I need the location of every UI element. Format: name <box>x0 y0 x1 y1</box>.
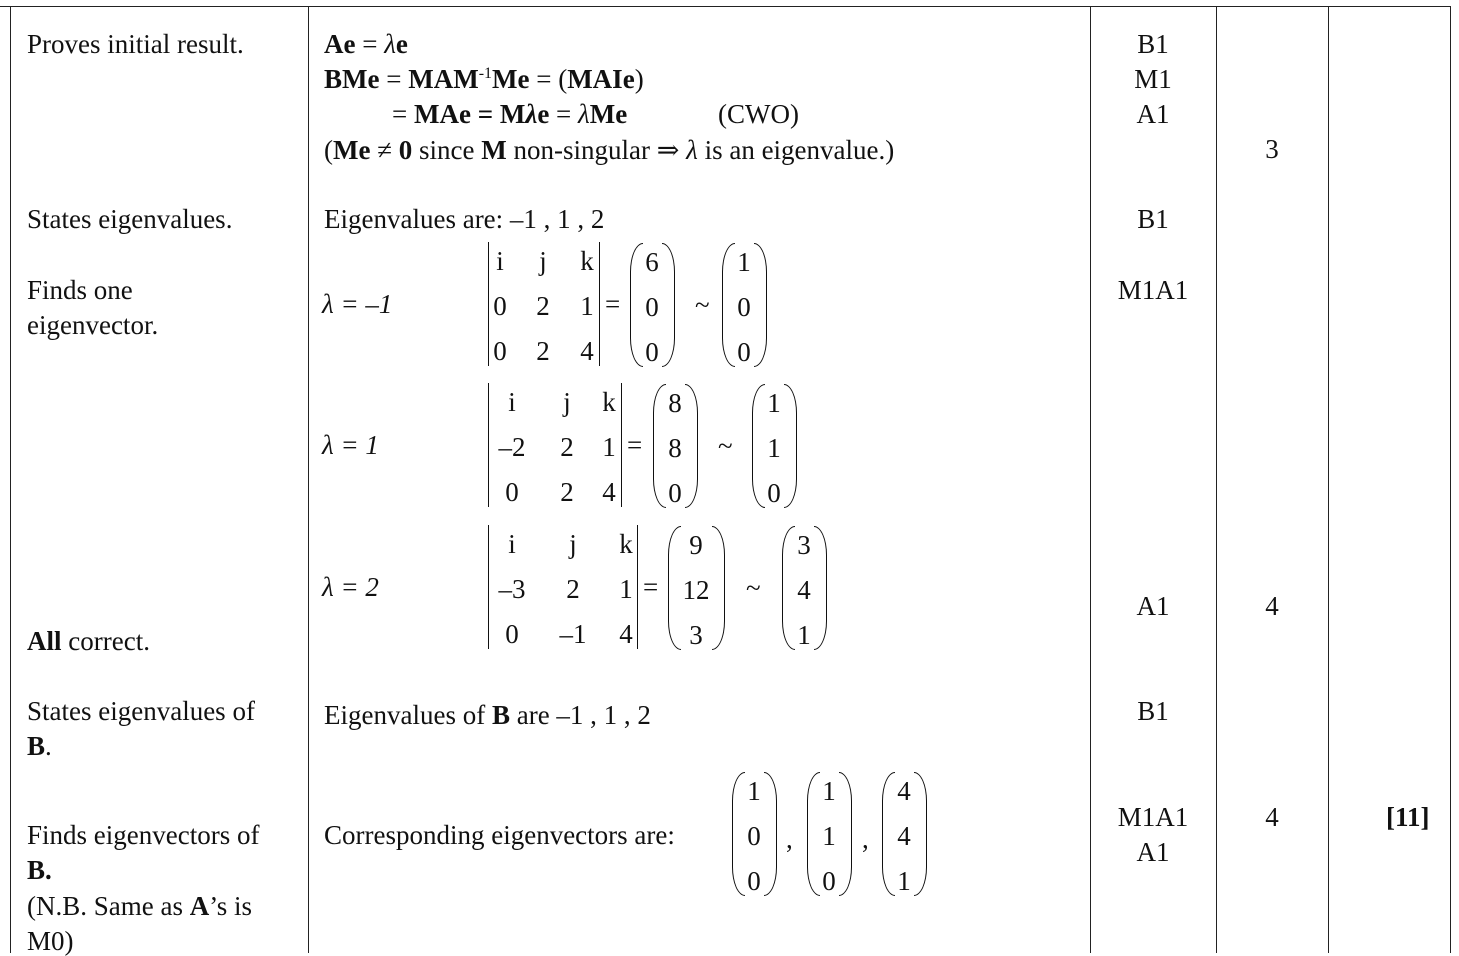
vector-entry: 1 <box>747 776 761 806</box>
math-bold: MAIe <box>567 64 635 94</box>
math-bold: Me <box>492 64 530 94</box>
desc-b2: B. <box>27 855 52 885</box>
math-lambda: λ <box>578 99 590 129</box>
math-bold: M <box>481 135 507 165</box>
mark-m1a1: M1A1 <box>1117 275 1189 305</box>
vector-entry: 3 <box>797 530 811 560</box>
vector-entry: 4 <box>897 776 911 806</box>
matrix-entry: –1 <box>559 619 587 649</box>
matrix-entry: –2 <box>498 432 526 462</box>
vector-entry: 1 <box>797 620 811 650</box>
desc-b-dot: . <box>45 731 52 761</box>
desc-finds-one: Finds one <box>27 275 133 305</box>
vector-entry: 1 <box>767 433 781 463</box>
math-lambda: λ <box>686 135 698 165</box>
tilde-sign: ~ <box>746 573 761 603</box>
vector-entry: 1 <box>822 821 836 851</box>
math-bold: Me <box>333 135 371 165</box>
vector-entry: 1 <box>767 388 781 418</box>
comma: , <box>786 824 793 854</box>
vector-entry: 0 <box>645 337 659 367</box>
vector-entry: 3 <box>689 620 703 650</box>
vector-entry: 0 <box>668 478 682 508</box>
equals-sign: = <box>605 289 621 319</box>
math-bold: e <box>395 29 408 59</box>
total-4: 4 <box>1265 802 1279 832</box>
line-ae <box>324 31 408 58</box>
matrix-entry: k <box>602 387 616 417</box>
vector-entry: 1 <box>897 866 911 896</box>
matrix-entry: i <box>508 529 516 559</box>
vector-entry: 0 <box>645 292 659 322</box>
vector-entry: 4 <box>897 821 911 851</box>
vector-entry: 0 <box>767 478 781 508</box>
math-bold: MAe = M <box>413 99 526 129</box>
matrix-entry: i <box>508 387 516 417</box>
vector-entry: 0 <box>737 337 751 367</box>
vector-entry: 0 <box>747 821 761 851</box>
math-text: are –1 , 1 , 2 <box>509 700 651 730</box>
math-lambda: λ <box>525 99 538 129</box>
math-bold: B <box>491 700 510 730</box>
math-text: ( <box>324 135 333 165</box>
matrix-entry: 0 <box>505 477 519 507</box>
vector-entry: 12 <box>682 575 710 605</box>
matrix-entry: j <box>563 387 571 417</box>
line-cwo: (CWO) <box>718 99 799 129</box>
desc-eigenvector: eigenvector. <box>27 310 159 340</box>
matrix-entry: 2 <box>560 432 574 462</box>
vector-entry: 9 <box>689 530 703 560</box>
vector-entry: 6 <box>645 247 659 277</box>
mark-m1: M1 <box>1134 64 1172 94</box>
column-divider <box>10 6 11 953</box>
matrix-entry: 2 <box>560 477 574 507</box>
matrix-entry: k <box>619 529 633 559</box>
lambda-1: λ = 1 <box>322 430 379 460</box>
math-text: is an eigenvalue.) <box>697 135 895 165</box>
desc-b-bold: B <box>27 731 46 761</box>
matrix-entry: 0 <box>493 336 507 366</box>
math-text: ≠ <box>370 135 399 165</box>
eigenvalues-of-b <box>324 702 651 729</box>
math-text: ) <box>634 64 644 94</box>
corresponding-eigenvectors: Corresponding eigenvectors are: <box>324 820 675 850</box>
eigenvalues-line: Eigenvalues are: –1 , 1 , 2 <box>324 204 605 234</box>
math-bold: Ae <box>324 29 356 59</box>
desc-correct: correct. <box>61 626 150 656</box>
math-text: since <box>412 135 482 165</box>
matrix-entry: j <box>539 246 547 276</box>
vector-entry: 1 <box>737 247 751 277</box>
matrix-entry: 4 <box>619 619 633 649</box>
desc-finds-eigvec-b: Finds eigenvectors of <box>27 820 260 850</box>
matrix-entry: 2 <box>536 291 550 321</box>
mark-m1a1: M1A1 <box>1117 802 1189 832</box>
matrix-entry: 4 <box>580 336 594 366</box>
math-text: = <box>379 64 409 94</box>
line-mae <box>392 101 627 128</box>
math-text: = ( <box>529 64 568 94</box>
matrix-entry: i <box>496 246 504 276</box>
matrix-entry: 2 <box>566 574 580 604</box>
matrix-entry: 1 <box>580 291 594 321</box>
column-divider <box>1328 6 1329 953</box>
right-paren <box>712 526 725 650</box>
equals-sign: = <box>627 430 643 460</box>
math-bold: 0 <box>398 135 413 165</box>
line-bme <box>324 66 644 93</box>
matrix-entry: 2 <box>536 336 550 366</box>
desc-states-eig-b: States eigenvalues of <box>27 696 255 726</box>
matrix-entry: 1 <box>619 574 633 604</box>
comma: , <box>862 824 869 854</box>
math-lambda: λ <box>384 29 396 59</box>
tilde-sign: ~ <box>695 290 710 320</box>
desc-all-correct <box>27 628 150 655</box>
desc-nb-a: A <box>189 891 210 921</box>
grand-total: [11] <box>1386 802 1430 832</box>
matrix-entry: 1 <box>602 432 616 462</box>
mark-a1: A1 <box>1136 99 1170 129</box>
vector-entry: 8 <box>668 433 682 463</box>
desc-proves-initial: Proves initial result. <box>27 29 244 59</box>
desc-states-eigenvalues: States eigenvalues. <box>27 204 233 234</box>
desc-nb-3: ’s is <box>209 891 253 921</box>
equals-sign: = <box>643 572 659 602</box>
mark-b1: B1 <box>1137 696 1169 726</box>
math-bold: Me <box>589 99 628 129</box>
total-4: 4 <box>1265 591 1279 621</box>
lambda-minus1: λ = –1 <box>322 289 393 319</box>
vector-entry: 4 <box>797 575 811 605</box>
desc-nb-1: (N.B. Same as <box>27 891 190 921</box>
total-3: 3 <box>1265 134 1279 164</box>
vector-entry: 0 <box>822 866 836 896</box>
mark-b1: B1 <box>1137 204 1169 234</box>
column-divider <box>1450 6 1451 953</box>
math-bold: MAM <box>408 64 479 94</box>
matrix-entry: –3 <box>498 574 526 604</box>
math-text: = <box>392 99 414 129</box>
matrix-entry: 0 <box>493 291 507 321</box>
lambda-2: λ = 2 <box>322 572 379 602</box>
tilde-sign: ~ <box>718 431 733 461</box>
math-text: = <box>355 29 385 59</box>
math-bold: e <box>537 99 550 129</box>
vector-entry: 1 <box>822 776 836 806</box>
math-bold: BMe <box>324 64 380 94</box>
mark-a1: A1 <box>1136 837 1170 867</box>
desc-b <box>27 733 52 760</box>
vector-entry: 8 <box>668 388 682 418</box>
matrix-entry: k <box>580 246 594 276</box>
math-text: Eigenvalues of <box>324 700 492 730</box>
mark-b1: B1 <box>1137 29 1169 59</box>
desc-m0: M0) <box>27 926 74 956</box>
line-nonsingular <box>324 137 894 164</box>
desc-nb <box>27 893 252 920</box>
matrix-entry: j <box>569 529 577 559</box>
math-sup: -1 <box>478 65 493 82</box>
mark-a1: A1 <box>1136 591 1170 621</box>
math-text: = <box>549 99 579 129</box>
desc-all: All <box>27 626 62 656</box>
matrix-entry: 0 <box>505 619 519 649</box>
math-text: non-singular ⇒ <box>506 135 687 165</box>
table-top-border <box>0 6 1451 7</box>
vector-entry: 0 <box>747 866 761 896</box>
vector-entry: 0 <box>737 292 751 322</box>
matrix-entry: 4 <box>602 477 616 507</box>
column-divider <box>308 6 309 953</box>
